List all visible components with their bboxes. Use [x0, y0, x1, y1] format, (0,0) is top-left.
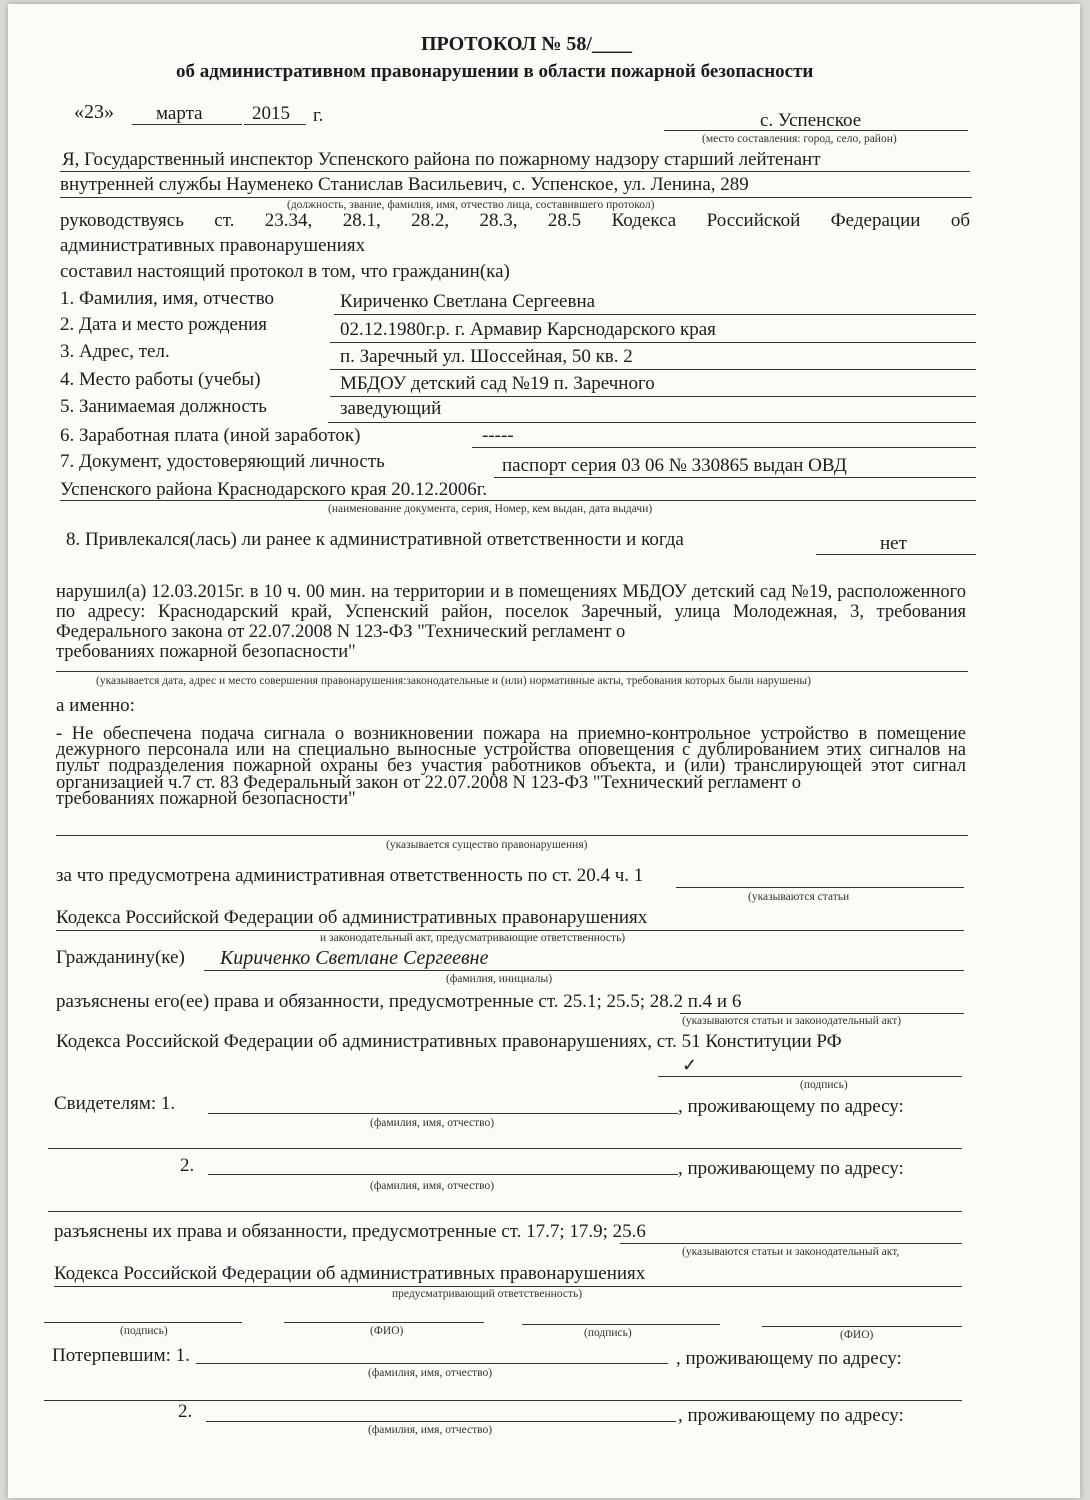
citizen-sign-line: [658, 1076, 962, 1077]
date-day: «23»: [74, 101, 114, 123]
witness-1-signature-caption: (подпись): [120, 1325, 168, 1337]
field-value-salary: -----: [482, 425, 514, 446]
prior-value: нет: [880, 533, 907, 554]
place-value: с. Успенское: [760, 110, 862, 131]
field-line-fio: [334, 314, 976, 315]
basis-line-2: административных правонарушениях: [60, 235, 366, 256]
field-value-position: заведующий: [340, 398, 442, 419]
date-year: 2015: [252, 103, 290, 124]
citizen-name-caption: (фамилия, инициалы): [446, 973, 553, 985]
liability-underline-2: [56, 930, 964, 931]
victim-1-address-label: , проживающему по адресу:: [676, 1348, 902, 1369]
witness-2-fio-caption: (ФИО): [840, 1329, 874, 1341]
violation-line: [56, 671, 968, 672]
field-label-position: 5. Занимаемая должность: [60, 396, 267, 417]
citizen-label: Гражданину(ке): [56, 947, 185, 968]
witness-1-address-label: , проживающему по адресу:: [678, 1096, 904, 1117]
field-label-fio: 1. Фамилия, имя, отчество: [60, 288, 275, 309]
citizen-name: Кириченко Светлане Сергеевне: [220, 947, 489, 969]
witness-2-name-line: [208, 1174, 678, 1175]
citizen-rights-underline: [680, 1013, 964, 1014]
victim-2-name-caption: (фамилия, имя, отчество): [368, 1424, 493, 1436]
witnesses-label: Свидетелям: 1.: [54, 1093, 176, 1114]
essence-heading: а именно:: [56, 695, 135, 716]
field-label-address: 3. Адрес, тел.: [60, 341, 170, 362]
violation-caption: (указывается дата, адрес и место совершения правонарушения:законодательные и (или) нормативные акты, требования которых были нарушены): [96, 675, 811, 687]
witness-1-name-caption: (фамилия, имя, отчество): [370, 1117, 495, 1129]
witness-2-signature-caption: (подпись): [584, 1327, 632, 1339]
liability-line-1: за что предусмотрена административная ответственность по ст. 20.4 ч. 1: [56, 865, 644, 886]
inspector-line-1: Я, Государственный инспектор Успенского района по пожарному надзору старший лейтенант: [62, 149, 821, 170]
liability-line-2: Кодекса Российской Федерации об административных правонарушениях: [56, 907, 648, 928]
field-line-document: [494, 477, 976, 478]
field-line-address: [330, 369, 976, 370]
basis-line-1: руководствуясь ст. 23.34, 28.1, 28.2, 28.3, 28.5 Кодекса Российской Федерации об: [60, 210, 970, 231]
liability-underline-1: [676, 887, 964, 888]
witness-2-fio-line: [762, 1326, 962, 1327]
witness-1-name-line: [208, 1113, 678, 1114]
inspector-underline-2: [60, 197, 972, 198]
field-line-work: [330, 396, 976, 397]
field-value-fio: Кириченко Светлана Сергеевна: [340, 291, 596, 312]
liability-caption-2: и законодательный акт, предусматривающие ответственность): [320, 932, 626, 944]
victim-1-name-caption: (фамилия, имя, отчество): [368, 1367, 493, 1379]
victim-2-address-label: , проживающему по адресу:: [678, 1405, 904, 1426]
victim-2-name-line: [206, 1421, 676, 1422]
date-month: марта: [156, 103, 203, 124]
field-value-birth: 02.12.1980г.р. г. Армавир Карснодарского края: [340, 319, 716, 340]
basis-line-3: составил настоящий протокол в том, что гражданин(ка): [60, 261, 510, 282]
field-value-document: паспорт серия 03 06 № 330865 выдан ОВД: [502, 455, 847, 476]
citizen-rights-line: разъяснены его(ее) права и обязанности, предусмотренные ст. 25.1; 25.5; 28.2 п.4 и 6: [56, 991, 742, 1012]
date-suffix: г.: [313, 105, 324, 126]
place-caption: (место составления: город, село, район): [702, 133, 897, 145]
prior-label: 8. Привлекался(лась) ли ранее к административной ответственности и когда: [66, 529, 684, 550]
witness-1-signature-line: [44, 1322, 242, 1323]
witness-1-address-line: [48, 1148, 962, 1149]
protocol-page: [8, 4, 1080, 1498]
citizen-name-line: [204, 970, 964, 971]
witness-1-fio-line: [284, 1322, 484, 1323]
witnesses-rights-underline: [620, 1243, 962, 1244]
witnesses-code-underline: [54, 1286, 962, 1287]
protocol-title: ПРОТОКОЛ № 58/____: [421, 33, 632, 55]
place-line: [664, 130, 968, 131]
witness-2-name-caption: (фамилия, имя, отчество): [370, 1180, 495, 1192]
field-value-document-2: Успенского района Краснодарского края 20.12.2006г.: [60, 479, 488, 500]
prior-line: [816, 554, 976, 555]
field-line-position: [328, 422, 976, 423]
victim-2-number: 2.: [178, 1401, 193, 1422]
witnesses-rights-line: разъяснены их права и обязанности, предусмотренные ст. 17.7; 17.9; 25.6: [54, 1221, 646, 1242]
field-label-document: 7. Документ, удостоверяющий личность: [60, 451, 385, 472]
violation-text: нарушил(а) 12.03.2015г. в 10 ч. 00 мин. на территории и в помещениях МБДОУ детский сад №19, расположенного по адресу: Краснодарский край, Успенский район, поселок Заречный, улица Молодежная, 3, требования Федерального закона от 22.07.2008 N 123-ФЗ "Технический регламент о требованиях пожарной безопасности": [56, 582, 966, 662]
witness-2-number: 2.: [180, 1155, 195, 1176]
essence-line: [56, 835, 968, 836]
field-line-salary: [472, 447, 976, 448]
field-line-document-2: [60, 500, 976, 501]
field-label-salary: 6. Заработная плата (иной заработок): [60, 425, 361, 446]
year-line: [244, 124, 306, 125]
citizen-rights-caption: (указываются статьи и законодательный акт): [682, 1015, 902, 1027]
victims-label: Потерпевшим: 1.: [52, 1345, 190, 1366]
field-line-birth: [330, 342, 976, 343]
document-caption: (наименование документа, серия, Номер, кем выдан, дата выдачи): [328, 503, 653, 515]
witnesses-code-line: Кодекса Российской Федерации об административных правонарушениях: [54, 1263, 646, 1284]
essence-text: - Не обеспечена подача сигнала о возникновении пожара на приемно-контрольное устройство в помещение дежурного персонала или на специально выносные устройства оповещения с дублированием этих сигналов на пульт подразделения пожарной охраны без участия работников объекта, и (или) транслирующей этот сигнал организацией ч.7 ст. 83 Федеральный закон от 22.07.2008 N 123-ФЗ "Технический регламент о требованиях пожарной безопасности": [56, 724, 966, 809]
protocol-subtitle: об административном правонарушении в области пожарной безопасности: [176, 61, 814, 82]
victim-1-name-line: [196, 1363, 668, 1364]
witness-2-address-label: , проживающему по адресу:: [678, 1158, 904, 1179]
field-label-work: 4. Место работы (учебы): [60, 369, 261, 390]
witness-1-fio-caption: (ФИО): [370, 1325, 404, 1337]
liability-caption-1: (указываются статьи: [748, 891, 850, 903]
inspector-line-2: внутренней службы Науменеко Станислав Васильевич, с. Успенское, ул. Ленина, 289: [60, 174, 749, 195]
witness-2-address-line: [48, 1211, 962, 1212]
month-line: [132, 124, 242, 125]
citizen-sign-caption: (подпись): [800, 1079, 848, 1091]
inspector-underline-1: [60, 171, 970, 172]
essence-caption: (указывается существо правонарушения): [386, 839, 588, 851]
field-value-address: п. Заречный ул. Шоссейная, 50 кв. 2: [340, 346, 633, 367]
witnesses-rights-caption: (указываются статьи и законодательный акт,: [682, 1246, 900, 1258]
citizen-rights-line-2: Кодекса Российской Федерации об административных правонарушениях, ст. 51 Конституции РФ: [56, 1031, 842, 1052]
witnesses-code-caption: предусматривающий ответственность): [392, 1288, 583, 1300]
check-mark-icon: ✓: [682, 1055, 698, 1075]
inspector-caption: (должность, звание, фамилия, имя, отчество лица, составившего протокол): [287, 199, 655, 211]
field-value-work: МБДОУ детский сад №19 п. Заречного: [340, 373, 655, 394]
witness-2-signature-line: [522, 1324, 720, 1325]
field-label-birth: 2. Дата и место рождения: [60, 314, 268, 335]
